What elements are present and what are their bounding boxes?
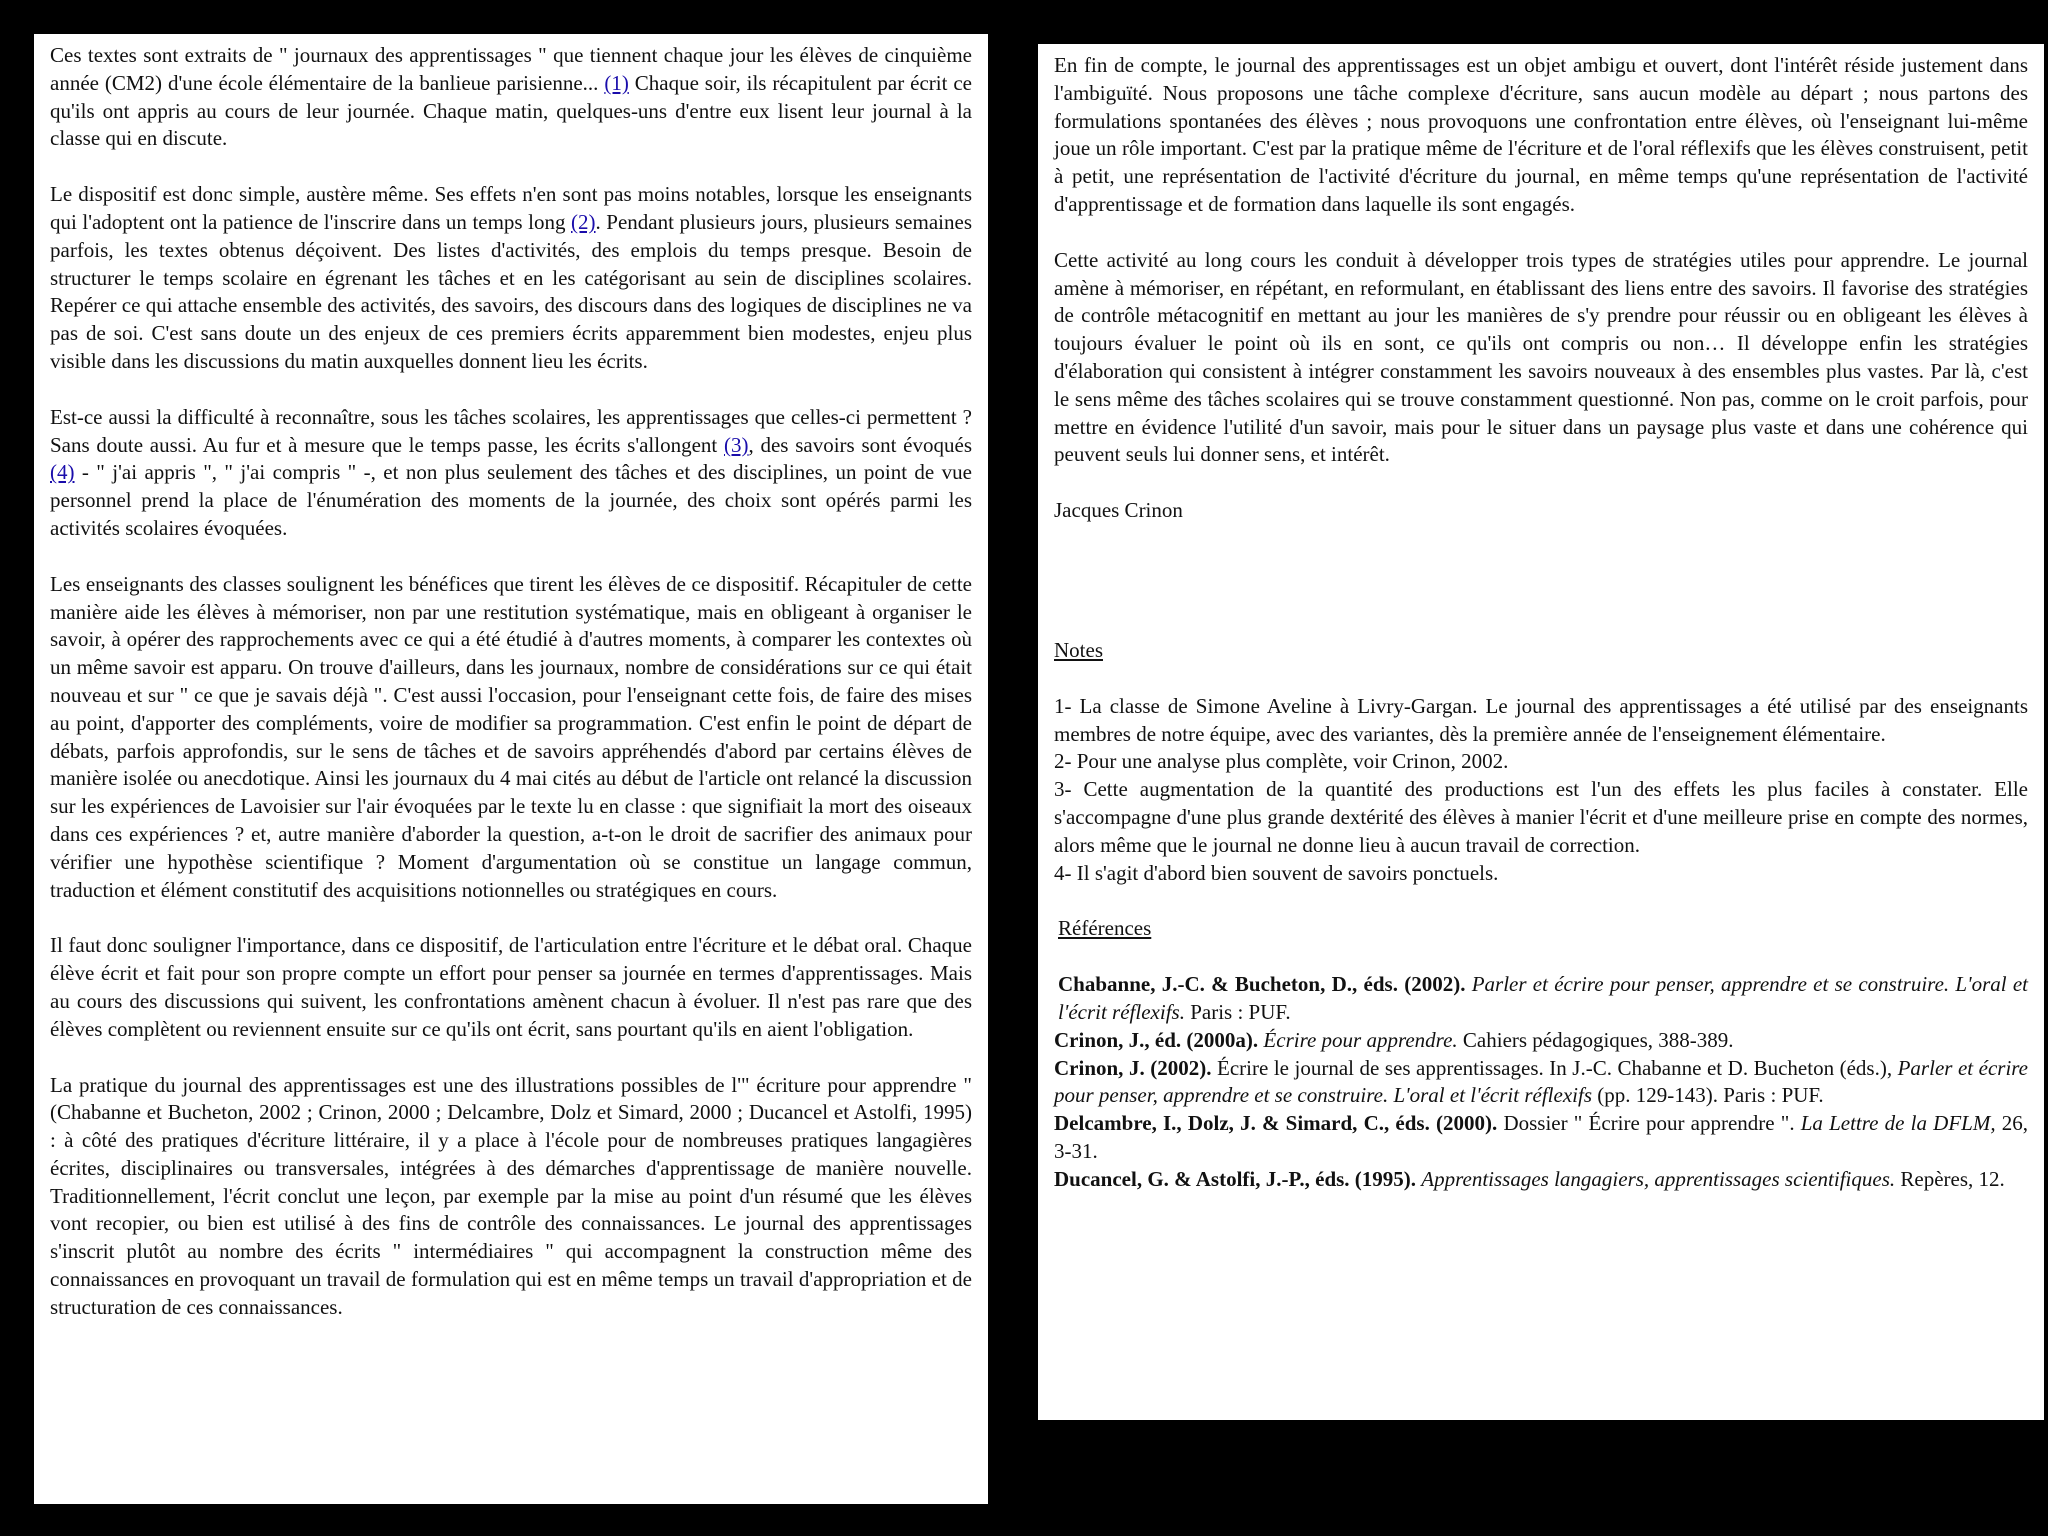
paragraph-text: Ces textes sont extraits de " journaux des apprentissages " que tiennent chaque jour les élèves de cinquième année (CM2) d'une école élémentaire de la banlieue parisienne... bbox=[50, 43, 972, 95]
reference-text: Écrire le journal de ses apprentissages. In J.-C. Chabanne et D. Bucheton (éds.), bbox=[1217, 1055, 1893, 1080]
reference-entry bbox=[1054, 1027, 2028, 1055]
paragraph-intro bbox=[50, 42, 972, 153]
reference-title: Apprentissages langagiers, apprentissages scientifiques. bbox=[1421, 1166, 1896, 1191]
reference-publisher: 26, 3-31. bbox=[1054, 1111, 2028, 1163]
reference-author: Ducancel, G. & Astolfi, J.-P., éds. (1995). bbox=[1054, 1166, 1417, 1191]
reference-author: Crinon, J., éd. (2000a). bbox=[1054, 1027, 1259, 1052]
reference-title: Parler et écrire pour penser, apprendre et se construire. L'oral et l'écrit réflexifs. bbox=[1058, 972, 2028, 1024]
references-list bbox=[1054, 971, 2028, 1193]
paragraph-text: , des savoirs sont évoqués bbox=[748, 432, 972, 457]
reference-text: Dossier " Écrire pour apprendre ". bbox=[1503, 1111, 1795, 1136]
reference-title: Écrire pour apprendre. bbox=[1263, 1027, 1458, 1052]
notes-heading: Notes bbox=[1054, 637, 1103, 662]
footnote-link-1[interactable]: (1) bbox=[604, 70, 629, 95]
paragraph-difficulte bbox=[50, 404, 972, 543]
left-page bbox=[34, 34, 988, 1504]
reference-author: Crinon, J. (2002). bbox=[1054, 1055, 1212, 1080]
paragraph-pratique: La pratique du journal des apprentissages est une des illustrations possibles de l'" écriture pour apprendre " (Chabanne et Bucheton, 2002 ; Crinon, 2000 ; Delcambre, Dolz et Simard, 2000 ; Ducancel et Astolfi, 1995) : à côté des pratiques d'écriture littéraire, il y a place à l'école pour de nombreuses pratiques langagières écrites, disciplinaires ou transversales, intégrées à des démarches d'apprentissage de manière nouvelle. Traditionnellement, l'écrit conclut une leçon, par exemple par la mise au point d'un résumé que les élèves vont recopier, ou bien est utilisé à des fins de contrôle des connaissances. Le journal des apprentissages s'inscrit plutôt au nombre des écrits " intermédiaires " qui accompagnent la construction même des connaissances en provoquant un travail de formulation qui est en même temps un travail d'appropriation et de structuration de ces connaissances. bbox=[50, 1072, 972, 1319]
reference-title: La Lettre de la DFLM, bbox=[1800, 1111, 1996, 1136]
paragraph-text: Chaque soir, ils récapitulent par écrit ce qu'ils ont appris au cours de leur journée. Chaque matin, quelques-uns d'entre eux lisent leur journal à la classe qui en discute. bbox=[50, 70, 972, 151]
reference-entry bbox=[1054, 1110, 2028, 1166]
reference-publisher: (pp. 129-143). Paris : PUF. bbox=[1597, 1083, 1824, 1108]
reference-entry bbox=[1054, 1055, 2028, 1111]
note-1: 1- La classe de Simone Aveline à Livry-Gargan. Le journal des apprentissages a été utilisé par des enseignants membres de notre équipe, avec des variantes, dès la première année de l'enseignement élémentaire. bbox=[1054, 693, 2028, 746]
reference-entry bbox=[1054, 1166, 2028, 1194]
reference-publisher: Repères, 12. bbox=[1900, 1166, 2005, 1191]
right-page bbox=[1038, 44, 2044, 1420]
paragraph-text: Le dispositif est donc simple, austère même. Ses effets n'en sont pas moins notables, lorsque les enseignants qui l'adoptent ont la patience de l'inscrire dans un temps long bbox=[50, 182, 972, 234]
paragraph-conclusion: En fin de compte, le journal des apprentissages est un objet ambigu et ouvert, dont l'intérêt réside justement dans l'ambiguïté. Nous proposons une tâche complexe d'écriture, sans aucun modèle au départ ; nous partons des formulations spontanées des élèves ; nous provoquons une confrontation entre élèves, où l'enseignant lui-même joue un rôle important. C'est par la pratique même de l'écriture et de l'oral réflexifs que les élèves construisent, petit à petit, une représentation de l'activité d'écriture du journal, en même temps qu'une représentation de l'activité d'apprentissage et de formation dans laquelle ils sont engagés. bbox=[1054, 53, 2028, 216]
footnote-link-2[interactable]: (2) bbox=[571, 209, 596, 234]
reference-publisher: Cahiers pédagogiques, 388-389. bbox=[1462, 1027, 1734, 1052]
paragraph-benefices: Les enseignants des classes soulignent les bénéfices que tirent les élèves de ce dispositif. Récapituler de cette manière aide les élèves à mémoriser, non par une restitution systématique, mais en obligeant à organiser le savoir, à opérer des rapprochements avec ce qui a été étudié à d'autres moments, à comparer les contextes où un même savoir est apparu. On trouve d'ailleurs, dans les journaux, nombre de considérations sur ce qui était nouveau et sur " ce que je savais déjà ". C'est aussi l'occasion, pour l'enseignant cette fois, de faire des mises au point, d'apporter des compléments, voire de modifier sa programmation. C'est enfin le point de départ de débats, parfois approfondis, sur le sens de tâches et de savoirs appréhendés d'abord par certains élèves de manière isolée ou anecdotique. Ainsi les journaux du 4 mai cités au début de l'article ont relancé la discussion sur les expériences de Lavoisier sur l'air évoquées par le texte lu en classe : que signifiait la mort des oiseaux dans ces expériences ? et, autre manière d'aborder la question, a-t-on le droit de sacrifier des animaux pour vérifier une hypothèse scientifique ? Moment d'argumentation où se constitue un langage commun, traduction et élément constitutif des acquisitions notionnelles ou stratégiques en cours. bbox=[50, 571, 972, 902]
reference-author: Delcambre, I., Dolz, J. & Simard, C., éds. (2000). bbox=[1054, 1111, 1498, 1136]
notes-list bbox=[1054, 693, 2028, 888]
note-3: 3- Cette augmentation de la quantité des productions est l'un des effets les plus faciles à constater. Elle s'accompagne d'une plus grande dextérité des élèves à manier l'écrit et d'une meilleure prise en compte des normes, alors même que le journal ne donne lieu à aucun travail de correction. bbox=[1054, 777, 2028, 857]
reference-author: Chabanne, J.-C. & Bucheton, D., éds. (2002). bbox=[1058, 972, 1466, 997]
paragraph-strategies: Cette activité au long cours les conduit à développer trois types de stratégies utiles pour apprendre. Le journal amène à mémoriser, en répétant, en reformulant, en établissant des liens entre des savoirs. Il favorise des stratégies de contrôle métacognitif en mettant au jour les manières de s'y prendre pour réussir ou en obligeant les élèves à toujours évaluer le point où ils en sont, ce qu'ils ont compris ou non… Il développe enfin les stratégies d'élaboration qui consistent à intégrer constamment les savoirs nouveaux à des ensembles plus vastes. Par là, c'est le sens même des tâches scolaires qui se trouve constamment questionné. Non pas, comme on le croit parfois, pour mettre en évidence l'utilité d'un savoir, mais pour le situer dans un paysage plus vaste et dans une cohérence qui peuvent seuls lui donner sens, et intérêt. bbox=[1054, 247, 2028, 467]
paragraph-text: - " j'ai appris ", " j'ai compris " -, et non plus seulement des tâches et des disciplines, un point de vue personnel prend la place de l'énumération des moments de la journée, des choix sont opérés parmi les activités scolaires évoquées. bbox=[50, 460, 972, 540]
paragraph-text: . Pendant plusieurs jours, plusieurs semaines parfois, les textes obtenus déçoivent. Des listes d'activités, des emplois du temps presque. Besoin de structurer le temps scolaire en égrenant les tâches et en les catégorisant au sein de disciplines scolaires. Repérer ce qui attache ensemble des activités, des savoirs, des discours dans des logiques de disciplines ne va pas de soi. C'est sans doute un des enjeux de ces premiers écrits apparemment bien modestes, enjeu plus visible dans les discussions du matin auxquelles donnent lieu les écrits. bbox=[50, 209, 972, 373]
paragraph-articulation: Il faut donc souligner l'importance, dans ce dispositif, de l'articulation entre l'écriture et le débat oral. Chaque élève écrit et fait pour son propre compte un effort pour penser sa journée en termes d'apprentissages. Mais au cours des discussions qui suivent, les confrontations amènent chacun à évoluer. Il n'est pas rare que des élèves complètent ou reviennent ensuite sur ce qu'ils ont écrit, sans pourtant qu'ils en aient l'obligation. bbox=[50, 933, 972, 1041]
references-heading: Références bbox=[1058, 916, 1152, 941]
footnote-link-4[interactable]: (4) bbox=[50, 460, 75, 485]
reference-publisher: Paris : PUF. bbox=[1190, 999, 1291, 1024]
reference-entry bbox=[1054, 971, 2028, 1027]
author-signature: Jacques Crinon bbox=[1054, 498, 1183, 523]
note-2: 2- Pour une analyse plus complète, voir Crinon, 2002. bbox=[1054, 749, 1509, 774]
paragraph-dispositif bbox=[50, 181, 972, 376]
footnote-link-3[interactable]: (3) bbox=[724, 432, 749, 457]
reference-title: Parler et écrire pour penser, apprendre et se construire. L'oral et l'écrit réflexifs bbox=[1054, 1055, 2029, 1108]
paragraph-text: Est-ce aussi la difficulté à reconnaître, sous les tâches scolaires, les apprentissages que celles-ci permettent ? Sans doute aussi. Au fur et à mesure que le temps passe, les écrits s'allongent bbox=[50, 404, 972, 457]
note-4: 4- Il s'agit d'abord bien souvent de savoirs ponctuels. bbox=[1054, 860, 1499, 885]
